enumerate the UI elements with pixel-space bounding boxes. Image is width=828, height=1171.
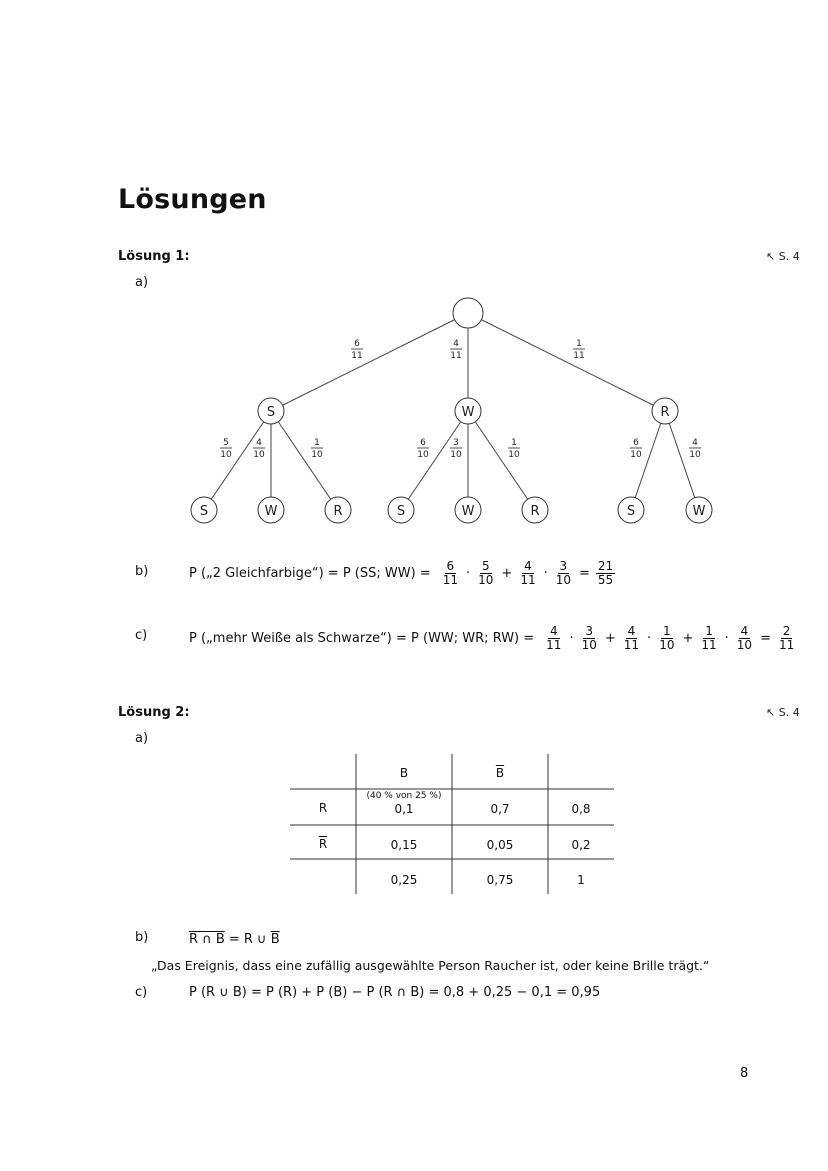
frac-den: 55	[597, 573, 614, 588]
branch-probability	[508, 438, 520, 460]
tree-leaf-label: W	[461, 504, 475, 519]
frac-num: 3	[585, 624, 594, 638]
frac-den: 11	[778, 638, 795, 653]
svg-text:1: 1	[511, 438, 517, 448]
tree-leaf-label: S	[626, 504, 636, 519]
table-row-r: R	[318, 801, 328, 815]
formula-c-lhs: P („mehr Weiße als Schwarze“) = P (WW; WR; RW) =	[189, 631, 535, 647]
svg-text:10: 10	[508, 450, 520, 460]
part-c-label: c)	[135, 985, 148, 1000]
frac-num: 4	[524, 559, 532, 573]
formula-b2	[189, 932, 280, 947]
frac-den: 11	[520, 573, 536, 588]
event-description: „Das Ereignis, dass eine zufällig ausgewählte Person Raucher ist, oder keine Brille trägt.“	[151, 958, 710, 973]
branch-probability	[311, 438, 323, 460]
frac-num: 5	[481, 559, 490, 573]
frac-num: 2	[782, 624, 791, 638]
part-a-label: a)	[135, 275, 149, 290]
solution-2-title: Lösung 2:	[118, 705, 190, 720]
solution-1-page-ref[interactable]: ↖ S. 4	[766, 250, 800, 263]
svg-text:4: 4	[692, 438, 698, 448]
table-header-b: B	[399, 766, 409, 780]
page-number: 8	[740, 1066, 749, 1081]
table-cell: 0,15	[390, 838, 418, 852]
tree-leaf-label: W	[264, 504, 278, 519]
part-b-label: b)	[135, 930, 149, 945]
branch-probability	[630, 438, 642, 460]
table-cell-note: (40 % von 25 %)	[366, 791, 442, 801]
table-row-r-complement: $\overline{R}$	[318, 837, 328, 851]
tree-node-label: W	[461, 405, 475, 420]
branch-probability	[689, 438, 701, 460]
tree-root-node	[453, 298, 483, 328]
tree-node-label: S	[266, 405, 276, 420]
table-cell: 0,2	[571, 838, 591, 852]
part-a-label: a)	[135, 731, 149, 746]
frac-den: 10	[478, 573, 494, 588]
solution-2-page-ref[interactable]: ↖ S. 4	[766, 706, 800, 719]
table-cell: 0,25	[390, 873, 418, 887]
probability-tree	[0, 290, 828, 530]
table-cell: 0,7	[490, 802, 510, 816]
table-cell: 0,1	[394, 802, 414, 816]
frac-num: 6	[446, 559, 455, 573]
tree-node-label: R	[660, 405, 670, 420]
branch-probability	[450, 438, 462, 460]
svg-text:6: 6	[633, 438, 639, 448]
svg-text:11: 11	[450, 351, 462, 361]
frac-den: 10	[736, 638, 753, 653]
part-c-label: c)	[135, 628, 148, 643]
tree-leaf-label: R	[333, 504, 343, 519]
svg-text:6: 6	[420, 438, 426, 448]
frac-den: 10	[555, 573, 572, 588]
frac-num: 3	[559, 559, 568, 573]
formula-c: P („mehr Weiße als Schwarze“) = P (WW; WR; RW) = $\frac{4}{11}$ · $\frac{3}{10}$ + $\frac{4}{11}$ · $\frac{1}{10}$ + $\frac{1}{11}$ · $\frac{4}{10}$ = $\frac{2}{11}$	[189, 624, 795, 653]
formula-b: P („2 Gleichfarbige“) = P (SS; WW) = $\frac{6}{11}$ · $\frac{5}{10}$ + $\frac{4}{11}$ · $\frac{3}{10}$ = $\frac{21}{55}$	[189, 559, 614, 588]
svg-text:10: 10	[253, 450, 265, 460]
formula-b2-left: R ∩ B	[189, 932, 225, 947]
svg-text:10: 10	[417, 450, 429, 460]
table-cell: 0,8	[571, 802, 591, 816]
branch-probability	[253, 438, 265, 460]
frac-num: 21	[597, 559, 614, 573]
svg-text:10: 10	[630, 450, 642, 460]
frac-num: 4	[549, 624, 558, 638]
tree-leaf-label: S	[199, 504, 209, 519]
branch-probability	[573, 339, 585, 361]
frac-den: 11	[442, 573, 458, 588]
table-cell: 0,75	[486, 873, 514, 887]
frac-num: 4	[740, 624, 749, 638]
svg-text:1: 1	[576, 339, 582, 349]
svg-text:6: 6	[354, 339, 360, 349]
table-cell: 0,05	[486, 838, 514, 852]
tree-leaf-label: R	[530, 504, 540, 519]
svg-text:5: 5	[223, 438, 229, 448]
tree-leaf-label: S	[396, 504, 406, 519]
table-cell: 1	[577, 873, 585, 887]
frac-den: 10	[581, 638, 597, 653]
svg-text:4: 4	[256, 438, 262, 448]
frac-den: 11	[623, 638, 640, 653]
frac-den: 11	[701, 638, 717, 653]
svg-text:10: 10	[689, 450, 701, 460]
frac-den: 11	[546, 638, 562, 653]
svg-text:1: 1	[314, 438, 320, 448]
branch-probability	[450, 339, 462, 361]
branch-probability	[220, 438, 232, 460]
page-title: Lösungen	[118, 184, 267, 215]
frac-num: 1	[663, 624, 671, 638]
formula-b2-right: $\overline{B}$	[270, 932, 280, 947]
svg-text:10: 10	[220, 450, 232, 460]
table-header-b-complement: $\overline{B}$	[495, 766, 505, 780]
branch-probability	[417, 438, 429, 460]
svg-text:11: 11	[351, 351, 363, 361]
svg-text:11: 11	[573, 351, 585, 361]
solution-1-title: Lösung 1:	[118, 249, 190, 264]
svg-text:3: 3	[453, 438, 459, 448]
frac-num: 1	[705, 624, 713, 638]
branch-probability	[351, 339, 363, 361]
svg-text:10: 10	[450, 450, 462, 460]
formula-c2: P (R ∪ B) = P (R) + P (B) − P (R ∩ B) = 0,8 + 0,25 − 0,1 = 0,95	[189, 985, 601, 1000]
frac-num: 4	[627, 624, 636, 638]
frac-den: 10	[659, 638, 675, 653]
svg-text:10: 10	[311, 450, 323, 460]
part-b-label: b)	[135, 564, 149, 579]
svg-text:4: 4	[453, 339, 459, 349]
formula-b-lhs: P („2 Gleichfarbige“) = P (SS; WW) =	[189, 566, 431, 582]
formula-b2-mid: = R ∪	[224, 932, 271, 947]
tree-leaf-label: W	[692, 504, 706, 519]
